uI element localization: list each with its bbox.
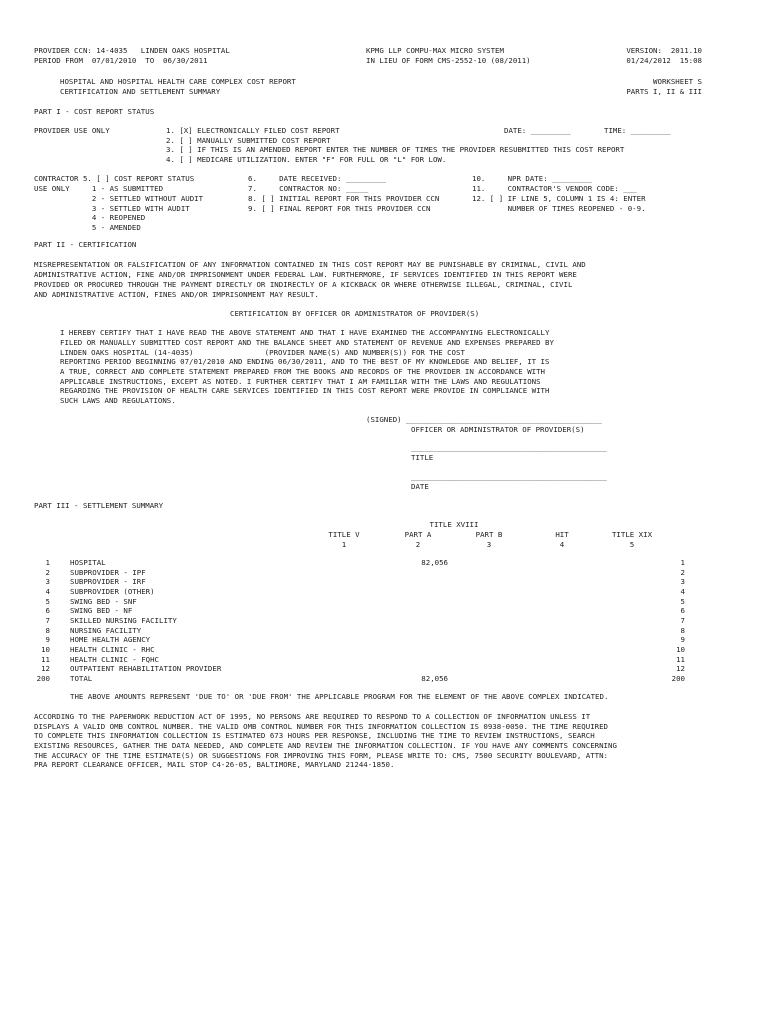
row-num-right: 2: [680, 568, 685, 577]
col-part-b: PART B: [475, 530, 503, 539]
cert-line-7: REGARDING THE PROVISION OF HEALTH CARE SERVICES IDENTIFIED IN THIS COST REPORT WERE PROVIDE IN COMPLIANCE WITH: [60, 386, 550, 395]
title-rule: ____________________________________________: [411, 443, 607, 452]
cert-line-5: A TRUE, CORRECT AND COMPLETE STATEMENT PREPARED FROM THE BOOKS AND RECORDS OF THE PROVIDER IN ACCORDANCE WITH: [60, 367, 545, 376]
row-num-right: 3: [680, 577, 685, 586]
row-num-left: 12: [41, 664, 50, 673]
row-num-right: 4: [680, 587, 685, 596]
provider-use-only-label: PROVIDER USE ONLY: [34, 126, 110, 135]
title-label: TITLE: [411, 453, 434, 462]
row-label: NURSING FACILITY: [70, 626, 142, 635]
form-line: IN LIEU OF FORM CMS-2552-10 (08/2011): [366, 56, 531, 65]
row-num-right: 200: [671, 674, 685, 683]
hospital-part-a-value: 82,056: [421, 558, 448, 567]
part3-heading: PART III - SETTLEMENT SUMMARY: [34, 501, 164, 510]
row-num-right: 1: [680, 558, 685, 567]
date-field: DATE: _________: [504, 126, 571, 135]
paperwork-line-2: DISPLAYS A VALID OMB CONTROL NUMBER. THE VALID OMB CONTROL NUMBER FOR THIS INFORMATION COLLECTION IS 0938-0050. THE TIME REQUIRED: [34, 722, 608, 731]
status-line-2: 2. [ ] MANUALLY SUBMITTED COST REPORT: [166, 136, 331, 145]
contractor-right-12b: NUMBER OF TIMES REOPENED - 0-9.: [472, 204, 646, 213]
row-num-left: 2: [45, 568, 50, 577]
settlement-note: THE ABOVE AMOUNTS REPRESENT 'DUE TO' OR 'DUE FROM' THE APPLICABLE PROGRAM FOR THE ELEMENT OF THE ABOVE COMPLEX INDICATED.: [70, 692, 609, 701]
col-part-a: PART A: [404, 530, 432, 539]
row-num-left: 11: [41, 655, 50, 664]
contractor-mid-6: 6. DATE RECEIVED: _________: [248, 174, 386, 183]
paperwork-line-6: PRA REPORT CLEARANCE OFFICER, MAIL STOP C4-26-05, BALTIMORE, MARYLAND 21244-1850.: [34, 760, 395, 769]
contractor-mid-7: 7. CONTRACTOR NO: _____: [248, 184, 369, 193]
period-line: PERIOD FROM 07/01/2010 TO 06/30/2011: [34, 56, 208, 65]
contractor-right-11: 11. CONTRACTOR'S VENDOR CODE: ___: [472, 184, 637, 193]
officer-label: OFFICER OR ADMINISTRATOR OF PROVIDER(S): [411, 425, 585, 434]
signature-line: (SIGNED) ____________________________________________: [366, 415, 602, 424]
row-label: SWING BED - NF: [70, 606, 133, 615]
row-num-right: 8: [680, 626, 685, 635]
version-line: VERSION: 2011.10: [626, 46, 702, 55]
time-field: TIME: _________: [604, 126, 671, 135]
row-num-left: 1: [45, 558, 50, 567]
cert-line-8: SUCH LAWS AND REGULATIONS.: [60, 396, 176, 405]
row-label: SUBPROVIDER - IPF: [70, 568, 146, 577]
row-num-right: 5: [680, 597, 685, 606]
contractor-line-b: USE ONLY 1 - AS SUBMITTED: [34, 184, 164, 193]
row-num-left: 6: [45, 606, 50, 615]
row-label: TOTAL: [70, 674, 93, 683]
contractor-line-d: 3 - SETTLED WITH AUDIT: [34, 204, 190, 213]
cert-line-3: LINDEN OAKS HOSPITAL (14-4035) (PROVIDER NAME(S) AND NUMBER(S)) FOR THE COST: [60, 348, 465, 357]
date-line: 01/24/2012 15:08: [626, 56, 702, 65]
col-hit: HIT: [555, 530, 569, 539]
warning-line-3: PROVIDED OR PROCURED THROUGH THE PAYMENT DIRECTLY OR INDIRECTLY OF A KICKBACK OR WHERE OTHERWISE ILLEGAL, CRIMINAL, CIVIL: [34, 280, 573, 289]
cert-line-4: REPORTING PERIOD BEGINNING 07/01/2010 AND ENDING 06/30/2011, AND TO THE BEST OF MY KNOWLEDGE AND BELIEF, IT IS: [60, 357, 550, 366]
paperwork-line-5: THE ACCURACY OF THE TIME ESTIMATE(S) OR SUGGESTIONS FOR IMPROVING THIS FORM, PLEASE WRITE TO: CMS, 7500 SECURITY BOULEVARD, ATTN:: [34, 751, 608, 760]
date-rule: ____________________________________________: [411, 472, 607, 481]
certification-heading: CERTIFICATION BY OFFICER OR ADMINISTRATOR OF PROVIDER(S): [230, 309, 480, 318]
warning-line-1: MISREPRESENTATION OR FALSIFICATION OF ANY INFORMATION CONTAINED IN THIS COST REPORT MAY BE PUNISHABLE BY CRIMINAL, CIVIL AND: [34, 260, 586, 269]
row-num-left: 8: [45, 626, 50, 635]
row-num-left: 7: [45, 616, 50, 625]
title-xviii-header: TITLE XVIII: [429, 520, 479, 529]
parts-label: PARTS I, II & III: [626, 87, 702, 96]
contractor-line-a: CONTRACTOR 5. [ ] COST REPORT STATUS: [34, 174, 195, 183]
cert-line-1: I HEREBY CERTIFY THAT I HAVE READ THE ABOVE STATEMENT AND THAT I HAVE EXAMINED THE ACCOMPANYING ELECTRONICALLY: [60, 328, 550, 337]
row-label: OUTPATIENT REHABILITATION PROVIDER: [70, 664, 222, 673]
status-line-3: 3. [ ] IF THIS IS AN AMENDED REPORT ENTER THE NUMBER OF TIMES THE PROVIDER RESUBMITTED THIS COST REPORT: [166, 145, 625, 154]
col-title-v-num: 1: [341, 540, 347, 549]
part2-heading: PART II - CERTIFICATION: [34, 240, 137, 249]
row-num-left: 5: [45, 597, 50, 606]
row-num-right: 6: [680, 606, 685, 615]
status-line-1: 1. [X] ELECTRONICALLY FILED COST REPORT: [166, 126, 340, 135]
row-num-right: 12: [676, 664, 685, 673]
row-num-right: 11: [676, 655, 685, 664]
contractor-line-f: 5 - AMENDED: [34, 223, 141, 232]
col-title-v: TITLE V: [328, 530, 360, 539]
report-subtitle: CERTIFICATION AND SETTLEMENT SUMMARY: [60, 87, 221, 96]
worksheet-label: WORKSHEET S: [653, 77, 702, 86]
row-label: HOSPITAL: [70, 558, 106, 567]
col-part-a-num: 2: [415, 540, 421, 549]
row-label: HEALTH CLINIC - FQHC: [70, 655, 159, 664]
contractor-mid-9: 9. [ ] FINAL REPORT FOR THIS PROVIDER CCN: [248, 204, 431, 213]
contractor-right-10: 10. NPR DATE: _________: [472, 174, 593, 183]
col-title-xix: TITLE XIX: [611, 530, 653, 539]
row-label: SUBPROVIDER (OTHER): [70, 587, 155, 596]
warning-line-4: AND ADMINISTRATIVE ACTION, FINES AND/OR IMPRISONMENT MAY RESULT.: [34, 290, 319, 299]
row-label: HEALTH CLINIC - RHC: [70, 645, 155, 654]
row-num-left: 4: [45, 587, 50, 596]
row-num-left: 10: [41, 645, 50, 654]
paperwork-line-1: ACCORDING TO THE PAPERWORK REDUCTION ACT OF 1995, NO PERSONS ARE REQUIRED TO RESPOND TO A COLLECTION OF INFORMATION UNLESS IT: [34, 712, 591, 721]
row-num-right: 10: [676, 645, 685, 654]
row-num-left: 200: [36, 674, 50, 683]
col-hit-num: 4: [559, 540, 565, 549]
contractor-line-e: 4 - REOPENED: [34, 213, 146, 222]
contractor-mid-8: 8. [ ] INITIAL REPORT FOR THIS PROVIDER CCN: [248, 194, 440, 203]
sign-date-label: DATE: [411, 482, 429, 491]
paperwork-line-4: EXISTING RESOURCES, GATHER THE DATA NEEDED, AND COMPLETE AND REVIEW THE INFORMATION COLLECTION. IF YOU HAVE ANY COMMENTS CONCERNING: [34, 741, 617, 750]
provider-line: PROVIDER CCN: 14-4035 LINDEN OAKS HOSPITAL: [34, 46, 230, 55]
cert-line-2: FILED OR MANUALLY SUBMITTED COST REPORT AND THE BALANCE SHEET AND STATEMENT OF REVENUE AND EXPENSES PREPARED BY: [60, 338, 554, 347]
row-label: SWING BED - SNF: [70, 597, 137, 606]
part1-heading: PART I - COST REPORT STATUS: [34, 107, 155, 116]
contractor-line-c: 2 - SETTLED WITHOUT AUDIT: [34, 194, 204, 203]
paperwork-line-3: TO COMPLETE THIS INFORMATION COLLECTION IS ESTIMATED 673 HOURS PER RESPONSE, INCLUDING THE TIME TO REVIEW INSTRUCTIONS, SEARCH: [34, 731, 595, 740]
row-label: SKILLED NURSING FACILITY: [70, 616, 177, 625]
row-label: SUBPROVIDER - IRF: [70, 577, 146, 586]
col-title-xix-num: 5: [629, 540, 635, 549]
system-line: KPMG LLP COMPU-MAX MICRO SYSTEM: [366, 46, 504, 55]
report-title: HOSPITAL AND HOSPITAL HEALTH CARE COMPLEX COST REPORT: [60, 77, 296, 86]
col-part-b-num: 3: [486, 540, 492, 549]
warning-line-2: ADMINISTRATIVE ACTION, FINE AND/OR IMPRISONMENT UNDER FEDERAL LAW. FURTHERMORE, IF SERVICES IDENTIFIED IN THIS REPORT WERE: [34, 270, 577, 279]
cert-line-6: APPLICABLE INSTRUCTIONS, EXCEPT AS NOTED. I FURTHER CERTIFY THAT I AM FAMILIAR WITH THE LAWS AND REGULATIONS: [60, 377, 541, 386]
total-part-a-value: 82,056: [421, 674, 448, 683]
row-num-left: 9: [45, 635, 50, 644]
row-num-right: 7: [680, 616, 685, 625]
status-line-4: 4. [ ] MEDICARE UTILIZATION. ENTER "F" FOR FULL OR "L" FOR LOW.: [166, 155, 447, 164]
contractor-right-12: 12. [ ] IF LINE 5, COLUMN 1 IS 4: ENTER: [472, 194, 646, 203]
row-num-left: 3: [45, 577, 50, 586]
row-label: HOME HEALTH AGENCY: [70, 635, 151, 644]
row-num-right: 9: [680, 635, 685, 644]
